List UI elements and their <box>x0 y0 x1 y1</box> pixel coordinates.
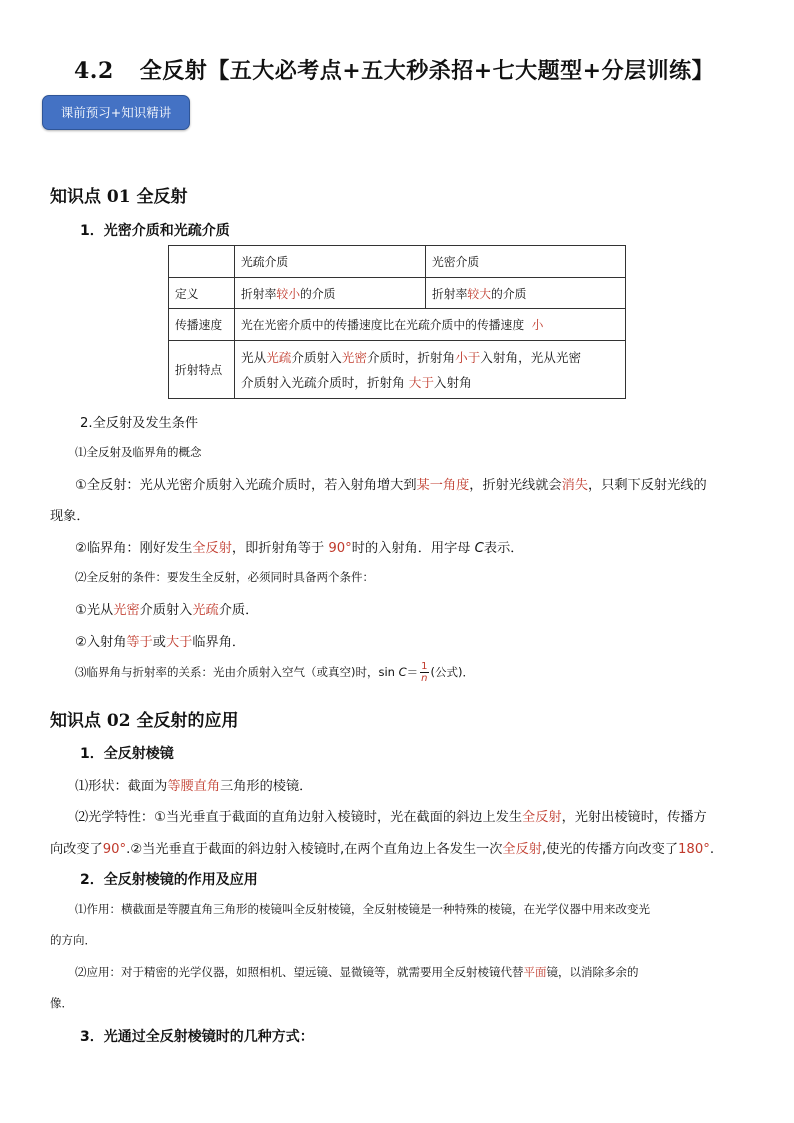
prism-function-line1: ⑴作用：横截面是等腰直角三角形的棱镜叫全反射棱镜，全反射棱镜是一种特殊的棱镜，在光学仪器中用来改变光 <box>75 902 650 916</box>
kp1-heading: 知识点 01 全反射 <box>50 187 188 207</box>
total-reflection-line2: 现象． <box>50 509 90 524</box>
row-label-refraction: 折射特点 <box>169 341 235 399</box>
page-title <box>74 54 714 85</box>
section-badge-button[interactable]: 课前预习+知识精讲 <box>42 95 190 130</box>
definition-sparse: 折射率较小的介质 <box>235 278 426 309</box>
kp2-heading: 知识点 02 全反射的应用 <box>50 711 239 731</box>
title-number: 4.2 <box>74 58 114 84</box>
row-label-speed: 传播速度 <box>169 309 235 341</box>
speed-cell: 光在光密介质中的传播速度比在光疏介质中的传播速度 小 <box>235 309 626 341</box>
kp1-sub1: 1．光密介质和光疏介质 <box>80 223 230 239</box>
table-row <box>169 278 626 309</box>
total-reflection-line1: ①全反射：光从光密介质射入光疏介质时，若入射角增大到某一角度，折射光线就会消失，只剩下反射光线的 <box>75 478 707 493</box>
kp2-sub3: 3．光通过全反射棱镜时的几种方式： <box>80 1029 314 1045</box>
prism-shape: ⑴形状：截面为等腰直角三角形的棱镜． <box>75 779 313 794</box>
fraction: $\frac{1}{n}$ <box>421 661 428 684</box>
kp1-s2: ⑵全反射的条件：要发生全反射，必须同时具备两个条件： <box>75 570 374 584</box>
table-header-sparse: 光疏介质 <box>235 246 426 278</box>
kp2-sub1: 1．全反射棱镜 <box>80 746 174 762</box>
optical-property-line2: 向改变了90°.②当光垂直于截面的斜边射入棱镜时,在两个直角边上各发生一次全反射,使光的传播方向改变了180°. <box>50 842 715 857</box>
critical-angle-line: ②临界角：刚好发生全反射，即折射角等于 90°时的入射角．用字母 C表示． <box>75 541 524 556</box>
table-row <box>169 309 626 341</box>
condition-1: ①光从光密介质射入光疏介质． <box>75 603 259 618</box>
table-cell <box>169 246 235 278</box>
kp2-sub2: 2．全反射棱镜的作用及应用 <box>80 872 258 888</box>
optical-property-line1: ⑵光学特性：①当光垂直于截面的直角边射入棱镜时，光在截面的斜边上发生全反射，光射出棱镜时，传播方 <box>75 810 707 825</box>
title-text: 全反射【五大必考点+五大秒杀招+七大题型+分层训练】 <box>139 58 715 84</box>
kp1-s1: ⑴全反射及临界角的概念 <box>75 445 202 459</box>
row-label-definition: 定义 <box>169 278 235 309</box>
critical-angle-formula: ⑶临界角与折射率的关系：光由介质射入空气（或真空)时，sin C＝ $\frac{1}{n}$ (公式)． <box>75 661 475 684</box>
refraction-cell: 光从光疏介质射入光密介质时，折射角小于入射角，光从光密 介质射入光疏介质时，折射角 大于入射角 <box>235 341 626 399</box>
condition-2: ②入射角等于或大于临界角． <box>75 635 246 650</box>
prism-function-line2: 的方向． <box>50 933 96 947</box>
table-row <box>169 246 626 278</box>
table-row <box>169 341 626 399</box>
definition-dense: 折射率较大的介质 <box>426 278 626 309</box>
medium-comparison-table <box>168 245 626 399</box>
kp1-sub2: 2.全反射及发生条件 <box>80 416 199 431</box>
table-header-dense: 光密介质 <box>426 246 626 278</box>
prism-application-line2: 像． <box>50 996 73 1010</box>
prism-application-line1: ⑵应用：对于精密的光学仪器，如照相机、望远镜、显微镜等，就需要用全反射棱镜代替平面镜，以消除多余的 <box>75 965 639 979</box>
